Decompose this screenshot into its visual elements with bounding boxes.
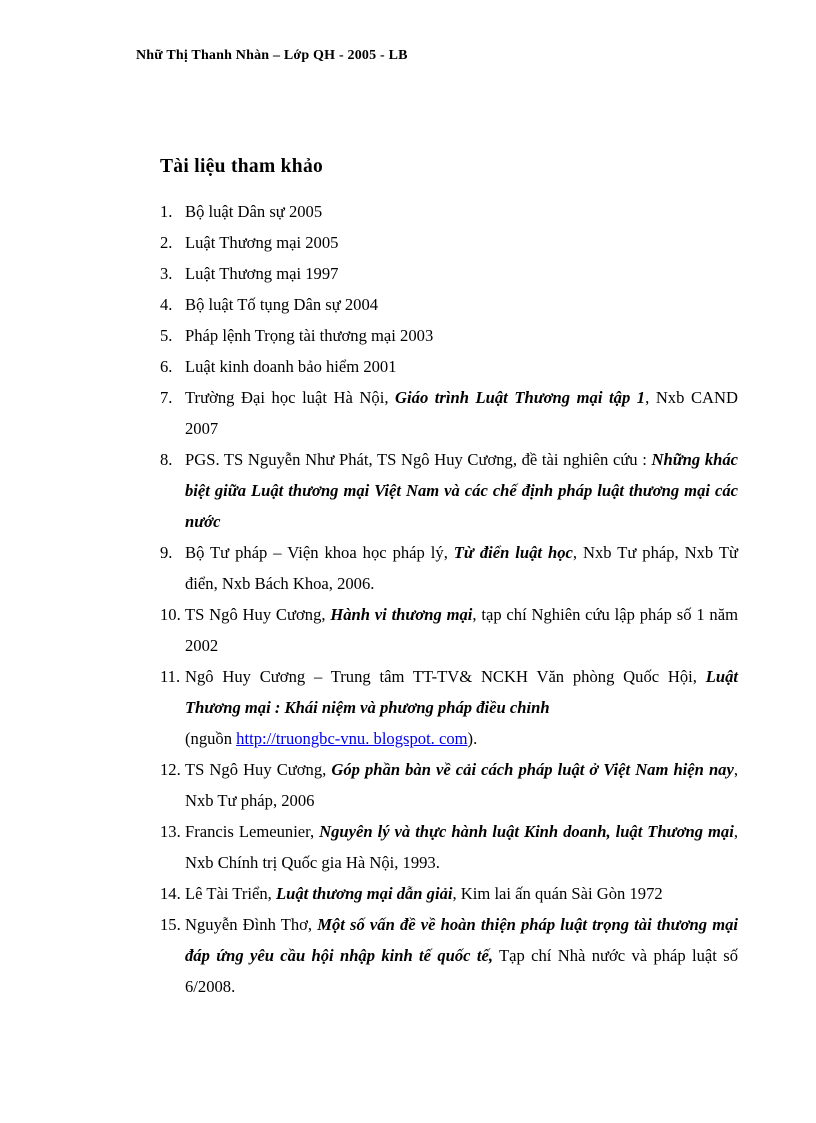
reference-text	[185, 537, 738, 599]
reference-item	[160, 320, 738, 351]
reference-segment: Bộ Tư pháp – Viện khoa học pháp lý,	[185, 543, 454, 562]
reference-number: 4.	[160, 295, 173, 314]
reference-number: 3.	[160, 264, 173, 283]
reference-number: 11.	[160, 667, 181, 686]
reference-text	[185, 661, 738, 754]
reference-segment: , Nxb Tư pháp, 2006	[185, 760, 738, 810]
reference-list	[160, 196, 738, 1002]
reference-number: 10.	[160, 605, 181, 624]
reference-item	[160, 816, 738, 878]
reference-segment: TS Ngô Huy Cương,	[185, 760, 332, 779]
reference-segment: Luật Thương mại 2005	[185, 233, 339, 252]
reference-number: 5.	[160, 326, 173, 345]
reference-text	[185, 258, 738, 289]
reference-title: Một số vấn đề về hoàn thiện pháp luật trọng tài thương mại đáp ứng yêu cầu hội nhập kinh tế quốc tế,	[185, 915, 739, 965]
reference-title: Góp phần bàn về cải cách pháp luật ở Việt Nam hiện nay	[331, 760, 734, 779]
reference-number: 9.	[160, 543, 173, 562]
reference-text	[185, 351, 738, 382]
reference-number: 12.	[160, 760, 181, 779]
reference-segment: Lê Tài Triển,	[185, 884, 276, 903]
section-title: Tài liệu tham khảo	[160, 156, 324, 177]
page-header: Nhữ Thị Thanh Nhàn – Lớp QH - 2005 - LB	[136, 48, 408, 63]
reference-segment: TS Ngô Huy Cương,	[185, 605, 331, 624]
reference-number: 13.	[160, 822, 181, 841]
reference-number: 8.	[160, 450, 173, 469]
reference-item	[160, 351, 738, 382]
reference-item	[160, 258, 738, 289]
reference-text	[185, 227, 738, 258]
reference-segment: Francis Lemeunier,	[185, 822, 320, 841]
reference-segment: Trường Đại học luật Hà Nội,	[185, 388, 396, 407]
reference-segment: Nguyễn Đình Thơ,	[185, 915, 318, 934]
reference-text	[185, 909, 738, 1002]
reference-segment: Pháp lệnh Trọng tài thương mại 2003	[185, 326, 434, 345]
reference-number: 14.	[160, 884, 181, 903]
reference-segment: Luật kinh doanh bảo hiểm 2001	[185, 357, 397, 376]
reference-number: 6.	[160, 357, 173, 376]
reference-segment: , Nxb Tư pháp, Nxb Từ điển, Nxb Bách Khoa, 2006.	[185, 543, 738, 593]
reference-item	[160, 227, 738, 258]
reference-segment: , Nxb Chính trị Quốc gia Hà Nội, 1993.	[185, 822, 738, 872]
reference-segment: ).	[467, 729, 478, 748]
reference-title: Nguyên lý và thực hành luật Kinh doanh, luật Thương mại	[319, 822, 734, 841]
reference-item	[160, 599, 738, 661]
reference-text	[185, 816, 738, 878]
reference-segment: , Kim lai ấn quán Sài Gòn 1972	[452, 884, 663, 903]
reference-segment: , Nxb CAND 2007	[185, 388, 738, 438]
reference-number: 15.	[160, 915, 181, 934]
source-link[interactable]: http://truongbc-vnu. blogspot. com	[236, 729, 468, 748]
reference-number: 7.	[160, 388, 173, 407]
reference-title: Luật thương mại dẫn giải	[275, 884, 453, 903]
reference-segment: (nguồn	[185, 729, 237, 748]
reference-segment: Ngô Huy Cương – Trung tâm TT-TV& NCKH Văn phòng Quốc Hội,	[185, 667, 706, 686]
reference-title: Luật Thương mại : Khái niệm và phương pháp điều chỉnh	[185, 667, 738, 717]
reference-segment: Luật Thương mại 1997	[185, 264, 339, 283]
reference-text	[185, 599, 738, 661]
reference-text	[185, 320, 738, 351]
reference-title: Từ điển luật học	[453, 543, 573, 562]
reference-segment: Tạp chí Nhà nước và pháp luật số 6/2008.	[185, 946, 738, 996]
reference-text	[185, 196, 738, 227]
reference-text	[185, 754, 738, 816]
reference-number: 1.	[160, 202, 173, 221]
reference-segment: Bộ luật Tố tụng Dân sự 2004	[185, 295, 379, 314]
reference-title: Những khác biệt giữa Luật thương mại Việt Nam và các chế định pháp luật thương mại các nước	[185, 450, 739, 531]
reference-item	[160, 382, 738, 444]
reference-item	[160, 444, 738, 537]
reference-title: Hành vi thương mại	[330, 605, 473, 624]
reference-text	[185, 382, 738, 444]
reference-text	[185, 878, 738, 909]
reference-item	[160, 196, 738, 227]
reference-item	[160, 661, 738, 754]
reference-segment: Bộ luật Dân sự 2005	[185, 202, 323, 221]
reference-segment: , tạp chí Nghiên cứu lập pháp số 1 năm 2002	[185, 605, 738, 655]
reference-item	[160, 909, 738, 1002]
reference-text	[185, 289, 738, 320]
reference-item	[160, 878, 738, 909]
reference-number: 2.	[160, 233, 173, 252]
reference-item	[160, 754, 738, 816]
reference-segment: PGS. TS Nguyễn Như Phát, TS Ngô Huy Cương, đề tài nghiên cứu :	[185, 450, 652, 469]
reference-title: Giáo trình Luật Thương mại tập 1	[395, 388, 646, 407]
reference-item	[160, 537, 738, 599]
reference-item	[160, 289, 738, 320]
reference-text	[185, 444, 738, 537]
